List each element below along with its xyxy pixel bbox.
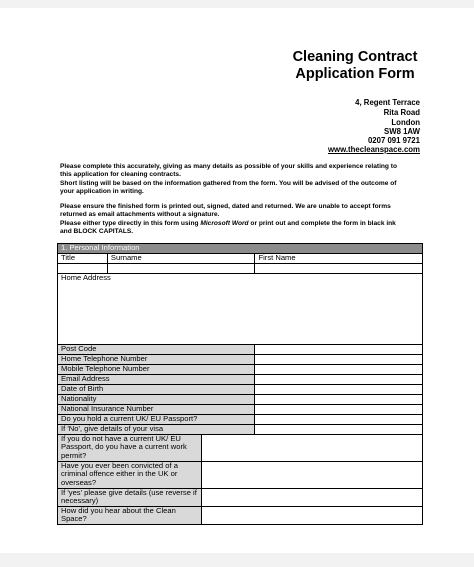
address-postcode: SW8 1AW: [384, 127, 420, 136]
section-header-row: [58, 244, 423, 254]
intro-line: and BLOCK CAPITALS.: [60, 227, 134, 235]
page-top-margin: [0, 0, 474, 8]
work-permit-question-label: [58, 434, 202, 461]
surname-label: Surname: [107, 253, 255, 263]
page-bottom-margin: [0, 553, 474, 567]
name-entry-row: [58, 263, 423, 273]
intro-line: Please complete this accurately, giving as many details as possible of your skills and experience relating to: [60, 163, 398, 170]
question-line: permit?: [61, 450, 87, 460]
date-of-birth-label: Date of Birth: [58, 384, 255, 394]
mobile-telephone-label: Mobile Telephone Number: [58, 364, 255, 374]
home-address-row: [58, 273, 423, 344]
address-website[interactable]: [328, 145, 420, 155]
national-insurance-field[interactable]: [255, 404, 423, 414]
website-link[interactable]: www.thecleanspace.com: [327, 145, 420, 154]
form-row: [58, 461, 423, 488]
question-line: If you do not have a current UK/ EU: [61, 433, 181, 443]
passport-question-field[interactable]: [255, 414, 423, 424]
intro-line: returned as email attachments without a signature.: [60, 211, 220, 219]
intro-line: Please ensure the finished form is printed out, signed, dated and returned. We are unable to accept forms: [60, 203, 391, 210]
address-line1: 4, Regent Terrace: [355, 98, 420, 107]
referral-source-label: How did you hear about the Clean Space?: [58, 506, 202, 524]
section-title: 1. Personal Information: [58, 244, 423, 254]
conviction-field[interactable]: [201, 461, 422, 488]
intro-software-name: Microsoft Word: [200, 219, 249, 227]
work-permit-field[interactable]: [201, 434, 422, 461]
first-name-label: First Name: [255, 253, 423, 263]
intro-text: or print out and complete the form in black ink: [248, 219, 396, 227]
post-code-field[interactable]: [255, 344, 423, 354]
form-row: [58, 414, 423, 424]
form-row: [58, 434, 423, 461]
form-row: [58, 488, 423, 506]
intro-text: Please either type directly in this form using: [60, 219, 201, 227]
form-row: [58, 506, 423, 524]
intro-line: your application in writing.: [60, 187, 144, 195]
visa-details-label: If 'No', give details of your visa: [58, 424, 255, 434]
intro-paragraph-2: [60, 203, 424, 236]
title-field[interactable]: [58, 263, 108, 273]
referral-source-field[interactable]: [201, 506, 422, 524]
form-row: [58, 424, 423, 434]
post-code-label: Post Code: [58, 344, 255, 354]
personal-information-table: [57, 243, 423, 525]
question-line: criminal offence either in the UK or: [61, 469, 178, 479]
address-phone: 0207 091 9721: [367, 136, 420, 145]
question-line: Passport, do you have a current work: [61, 442, 187, 452]
form-row: [58, 354, 423, 364]
mobile-telephone-field[interactable]: [255, 364, 423, 374]
first-name-field[interactable]: [255, 263, 423, 273]
address-line3: London: [391, 118, 420, 127]
form-title-line2: Application Form: [295, 66, 415, 82]
nationality-label: Nationality: [58, 394, 255, 404]
visa-details-field[interactable]: [255, 424, 423, 434]
form-row: [58, 394, 423, 404]
home-address-label: Home Address: [61, 272, 111, 282]
home-telephone-label: Home Telephone Number: [58, 354, 255, 364]
home-address-field[interactable]: [58, 273, 423, 344]
nationality-field[interactable]: [255, 394, 423, 404]
question-line: necessary): [61, 496, 99, 506]
passport-question-label: Do you hold a current UK/ EU Passport?: [58, 414, 255, 424]
form-row: [58, 384, 423, 394]
email-address-field[interactable]: [255, 374, 423, 384]
form-row: [58, 364, 423, 374]
conviction-question-label: [58, 461, 202, 488]
email-address-label: Email Address: [58, 374, 255, 384]
form-row: [58, 404, 423, 414]
conviction-details-field[interactable]: [201, 488, 422, 506]
form-row: [58, 374, 423, 384]
conviction-details-label: [58, 488, 202, 506]
address-line2: Rita Road: [383, 108, 420, 117]
form-row: [58, 344, 423, 354]
national-insurance-label: National Insurance Number: [58, 404, 255, 414]
date-of-birth-field[interactable]: [255, 384, 423, 394]
question-line: If 'yes' please give details (use reverse if: [61, 487, 197, 497]
home-telephone-field[interactable]: [255, 354, 423, 364]
intro-line: [60, 220, 424, 228]
question-line: Have you ever been convicted of a: [61, 460, 178, 470]
name-header-row: [58, 253, 423, 263]
title-label: Title: [58, 253, 108, 263]
intro-paragraph-1: [60, 163, 424, 196]
form-title-line1: Cleaning Contract: [292, 49, 418, 65]
question-line: overseas?: [61, 477, 97, 487]
intro-line: Short listing will be based on the information gathered from the form. You will be advised of the outcome of: [60, 179, 397, 187]
intro-line: this application for cleaning contracts.: [60, 171, 181, 179]
surname-field[interactable]: [107, 263, 255, 273]
